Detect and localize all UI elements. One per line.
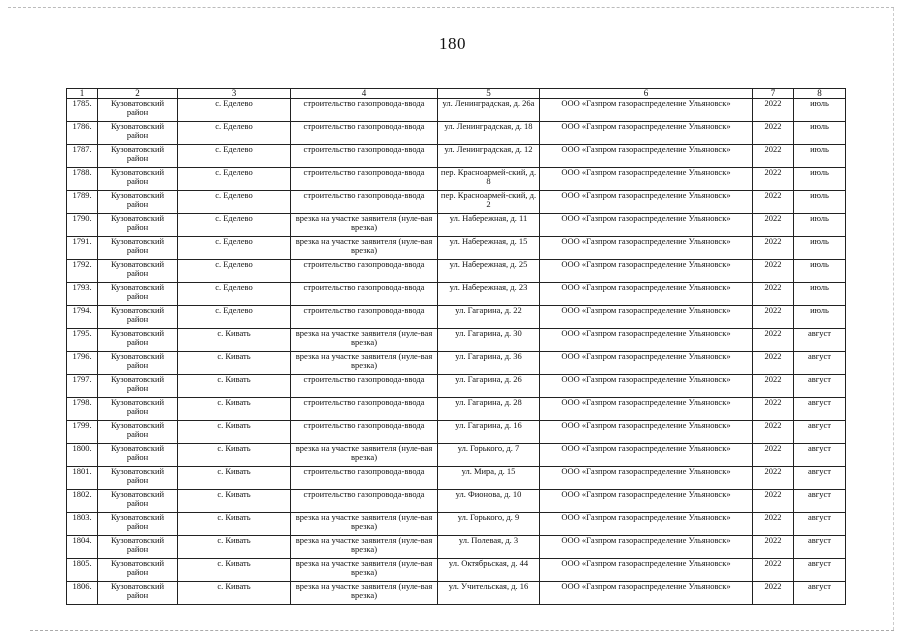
organization-cell: ООО «Газпром газораспределение Ульяновск»: [540, 329, 753, 352]
table-row: [67, 283, 846, 306]
address-cell: ул. Набережная, д. 15: [438, 237, 540, 260]
page-edge-bottom: [30, 630, 894, 631]
year-cell: 2022: [753, 536, 794, 559]
column-header: 5: [438, 89, 540, 99]
work-type-cell: строительство газопровода-ввода: [291, 421, 438, 444]
organization-cell: ООО «Газпром газораспределение Ульяновск»: [540, 168, 753, 191]
table-row: [67, 467, 846, 490]
district-cell: Кузоватовский район: [98, 490, 178, 513]
work-type-cell: строительство газопровода-ввода: [291, 168, 438, 191]
column-header: 6: [540, 89, 753, 99]
district-cell: Кузоватовский район: [98, 283, 178, 306]
organization-cell: ООО «Газпром газораспределение Ульяновск»: [540, 375, 753, 398]
row-number-cell: 1789.: [67, 191, 98, 214]
year-cell: 2022: [753, 99, 794, 122]
year-cell: 2022: [753, 444, 794, 467]
year-cell: 2022: [753, 283, 794, 306]
settlement-cell: с. Кивать: [178, 352, 291, 375]
row-number-cell: 1794.: [67, 306, 98, 329]
organization-cell: ООО «Газпром газораспределение Ульяновск»: [540, 283, 753, 306]
work-type-cell: строительство газопровода-ввода: [291, 122, 438, 145]
month-cell: июль: [794, 145, 846, 168]
column-header: 2: [98, 89, 178, 99]
settlement-cell: с. Кивать: [178, 421, 291, 444]
month-cell: август: [794, 559, 846, 582]
table-row: [67, 375, 846, 398]
settlement-cell: с. Еделево: [178, 145, 291, 168]
row-number-cell: 1806.: [67, 582, 98, 605]
organization-cell: ООО «Газпром газораспределение Ульяновск»: [540, 122, 753, 145]
settlement-cell: с. Еделево: [178, 283, 291, 306]
work-type-cell: врезка на участке заявителя (нуле-вая врезка): [291, 352, 438, 375]
address-cell: ул. Гагарина, д. 22: [438, 306, 540, 329]
row-number-cell: 1793.: [67, 283, 98, 306]
settlement-cell: с. Кивать: [178, 467, 291, 490]
organization-cell: ООО «Газпром газораспределение Ульяновск»: [540, 398, 753, 421]
table-row: [67, 421, 846, 444]
district-cell: Кузоватовский район: [98, 145, 178, 168]
work-type-cell: строительство газопровода-ввода: [291, 490, 438, 513]
table-row: [67, 99, 846, 122]
row-number-cell: 1785.: [67, 99, 98, 122]
table-row: [67, 214, 846, 237]
address-cell: ул. Ленинградская, д. 12: [438, 145, 540, 168]
district-cell: Кузоватовский район: [98, 306, 178, 329]
work-type-cell: врезка на участке заявителя (нуле-вая врезка): [291, 582, 438, 605]
organization-cell: ООО «Газпром газораспределение Ульяновск»: [540, 444, 753, 467]
district-cell: Кузоватовский район: [98, 99, 178, 122]
column-header: 1: [67, 89, 98, 99]
month-cell: август: [794, 490, 846, 513]
district-cell: Кузоватовский район: [98, 260, 178, 283]
registry-table: [66, 88, 846, 605]
work-type-cell: врезка на участке заявителя (нуле-вая врезка): [291, 444, 438, 467]
row-number-cell: 1798.: [67, 398, 98, 421]
row-number-cell: 1804.: [67, 536, 98, 559]
organization-cell: ООО «Газпром газораспределение Ульяновск»: [540, 260, 753, 283]
year-cell: 2022: [753, 260, 794, 283]
district-cell: Кузоватовский район: [98, 329, 178, 352]
settlement-cell: с. Еделево: [178, 99, 291, 122]
organization-cell: ООО «Газпром газораспределение Ульяновск»: [540, 99, 753, 122]
year-cell: 2022: [753, 168, 794, 191]
address-cell: ул. Горького, д. 7: [438, 444, 540, 467]
year-cell: 2022: [753, 145, 794, 168]
year-cell: 2022: [753, 214, 794, 237]
table-row: [67, 168, 846, 191]
year-cell: 2022: [753, 237, 794, 260]
month-cell: август: [794, 421, 846, 444]
district-cell: Кузоватовский район: [98, 168, 178, 191]
month-cell: июль: [794, 260, 846, 283]
organization-cell: ООО «Газпром газораспределение Ульяновск»: [540, 191, 753, 214]
month-cell: август: [794, 513, 846, 536]
year-cell: 2022: [753, 122, 794, 145]
year-cell: 2022: [753, 375, 794, 398]
year-cell: 2022: [753, 306, 794, 329]
row-number-cell: 1788.: [67, 168, 98, 191]
month-cell: июль: [794, 283, 846, 306]
table-row: [67, 329, 846, 352]
year-cell: 2022: [753, 490, 794, 513]
work-type-cell: строительство газопровода-ввода: [291, 467, 438, 490]
district-cell: Кузоватовский район: [98, 559, 178, 582]
district-cell: Кузоватовский район: [98, 467, 178, 490]
work-type-cell: врезка на участке заявителя (нуле-вая врезка): [291, 214, 438, 237]
month-cell: август: [794, 467, 846, 490]
year-cell: 2022: [753, 559, 794, 582]
month-cell: июль: [794, 122, 846, 145]
work-type-cell: врезка на участке заявителя (нуле-вая врезка): [291, 513, 438, 536]
work-type-cell: строительство газопровода-ввода: [291, 306, 438, 329]
month-cell: июль: [794, 191, 846, 214]
work-type-cell: строительство газопровода-ввода: [291, 375, 438, 398]
settlement-cell: с. Кивать: [178, 490, 291, 513]
column-header: 4: [291, 89, 438, 99]
organization-cell: ООО «Газпром газораспределение Ульяновск»: [540, 145, 753, 168]
work-type-cell: строительство газопровода-ввода: [291, 398, 438, 421]
work-type-cell: строительство газопровода-ввода: [291, 145, 438, 168]
month-cell: август: [794, 398, 846, 421]
address-cell: ул. Гагарина, д. 28: [438, 398, 540, 421]
district-cell: Кузоватовский район: [98, 122, 178, 145]
month-cell: август: [794, 375, 846, 398]
settlement-cell: с. Еделево: [178, 191, 291, 214]
organization-cell: ООО «Газпром газораспределение Ульяновск»: [540, 467, 753, 490]
settlement-cell: с. Еделево: [178, 260, 291, 283]
table-row: [67, 559, 846, 582]
organization-cell: ООО «Газпром газораспределение Ульяновск»: [540, 306, 753, 329]
page-edge-right: [893, 8, 894, 630]
year-cell: 2022: [753, 582, 794, 605]
settlement-cell: с. Кивать: [178, 375, 291, 398]
row-number-cell: 1796.: [67, 352, 98, 375]
organization-cell: ООО «Газпром газораспределение Ульяновск»: [540, 214, 753, 237]
organization-cell: ООО «Газпром газораспределение Ульяновск»: [540, 582, 753, 605]
row-number-cell: 1800.: [67, 444, 98, 467]
district-cell: Кузоватовский район: [98, 237, 178, 260]
year-cell: 2022: [753, 398, 794, 421]
year-cell: 2022: [753, 467, 794, 490]
table-row: [67, 145, 846, 168]
address-cell: ул. Мира, д. 15: [438, 467, 540, 490]
month-cell: август: [794, 329, 846, 352]
district-cell: Кузоватовский район: [98, 536, 178, 559]
settlement-cell: с. Еделево: [178, 237, 291, 260]
month-cell: август: [794, 352, 846, 375]
header-row: [67, 89, 846, 99]
settlement-cell: с. Кивать: [178, 536, 291, 559]
table-row: [67, 306, 846, 329]
work-type-cell: врезка на участке заявителя (нуле-вая врезка): [291, 559, 438, 582]
table-row: [67, 352, 846, 375]
address-cell: ул. Полевая, д. 3: [438, 536, 540, 559]
month-cell: июль: [794, 99, 846, 122]
settlement-cell: с. Кивать: [178, 329, 291, 352]
address-cell: ул. Горького, д. 9: [438, 513, 540, 536]
table-body: [67, 99, 846, 605]
address-cell: ул. Фионова, д. 10: [438, 490, 540, 513]
organization-cell: ООО «Газпром газораспределение Ульяновск»: [540, 237, 753, 260]
month-cell: июль: [794, 237, 846, 260]
year-cell: 2022: [753, 352, 794, 375]
address-cell: ул. Гагарина, д. 36: [438, 352, 540, 375]
month-cell: июль: [794, 168, 846, 191]
settlement-cell: с. Кивать: [178, 513, 291, 536]
work-type-cell: строительство газопровода-ввода: [291, 283, 438, 306]
organization-cell: ООО «Газпром газораспределение Ульяновск»: [540, 490, 753, 513]
settlement-cell: с. Еделево: [178, 306, 291, 329]
row-number-cell: 1799.: [67, 421, 98, 444]
district-cell: Кузоватовский район: [98, 214, 178, 237]
table-row: [67, 582, 846, 605]
row-number-cell: 1805.: [67, 559, 98, 582]
address-cell: ул. Ленинградская, д. 18: [438, 122, 540, 145]
address-cell: пер. Красноармей-ский, д. 2: [438, 191, 540, 214]
district-cell: Кузоватовский район: [98, 375, 178, 398]
year-cell: 2022: [753, 191, 794, 214]
page-number: 180: [439, 34, 466, 53]
work-type-cell: строительство газопровода-ввода: [291, 191, 438, 214]
address-cell: ул. Набережная, д. 11: [438, 214, 540, 237]
row-number-cell: 1795.: [67, 329, 98, 352]
column-header: 3: [178, 89, 291, 99]
organization-cell: ООО «Газпром газораспределение Ульяновск»: [540, 559, 753, 582]
address-cell: ул. Гагарина, д. 30: [438, 329, 540, 352]
work-type-cell: врезка на участке заявителя (нуле-вая врезка): [291, 536, 438, 559]
settlement-cell: с. Еделево: [178, 122, 291, 145]
column-header: 7: [753, 89, 794, 99]
page-edge-top: [8, 7, 894, 8]
district-cell: Кузоватовский район: [98, 398, 178, 421]
month-cell: август: [794, 582, 846, 605]
organization-cell: ООО «Газпром газораспределение Ульяновск»: [540, 352, 753, 375]
table-row: [67, 237, 846, 260]
settlement-cell: с. Кивать: [178, 582, 291, 605]
table-row: [67, 122, 846, 145]
row-number-cell: 1790.: [67, 214, 98, 237]
row-number-cell: 1792.: [67, 260, 98, 283]
work-type-cell: строительство газопровода-ввода: [291, 260, 438, 283]
row-number-cell: 1803.: [67, 513, 98, 536]
table-row: [67, 260, 846, 283]
table-row: [67, 513, 846, 536]
address-cell: ул. Ленинградская, д. 26а: [438, 99, 540, 122]
row-number-cell: 1802.: [67, 490, 98, 513]
table-row: [67, 490, 846, 513]
table-row: [67, 444, 846, 467]
month-cell: август: [794, 536, 846, 559]
address-cell: ул. Набережная, д. 25: [438, 260, 540, 283]
district-cell: Кузоватовский район: [98, 444, 178, 467]
address-cell: пер. Красноармей-ский, д. 8: [438, 168, 540, 191]
district-cell: Кузоватовский район: [98, 191, 178, 214]
year-cell: 2022: [753, 421, 794, 444]
settlement-cell: с. Еделево: [178, 214, 291, 237]
table-row: [67, 536, 846, 559]
row-number-cell: 1787.: [67, 145, 98, 168]
district-cell: Кузоватовский район: [98, 352, 178, 375]
year-cell: 2022: [753, 513, 794, 536]
row-number-cell: 1797.: [67, 375, 98, 398]
work-type-cell: строительство газопровода-ввода: [291, 99, 438, 122]
address-cell: ул. Октябрьская, д. 44: [438, 559, 540, 582]
district-cell: Кузоватовский район: [98, 421, 178, 444]
year-cell: 2022: [753, 329, 794, 352]
organization-cell: ООО «Газпром газораспределение Ульяновск»: [540, 421, 753, 444]
table-row: [67, 191, 846, 214]
month-cell: июль: [794, 306, 846, 329]
district-cell: Кузоватовский район: [98, 513, 178, 536]
settlement-cell: с. Еделево: [178, 168, 291, 191]
settlement-cell: с. Кивать: [178, 444, 291, 467]
address-cell: ул. Набережная, д. 23: [438, 283, 540, 306]
column-header: 8: [794, 89, 846, 99]
settlement-cell: с. Кивать: [178, 559, 291, 582]
address-cell: ул. Учительская, д. 16: [438, 582, 540, 605]
table-row: [67, 398, 846, 421]
organization-cell: ООО «Газпром газораспределение Ульяновск»: [540, 536, 753, 559]
work-type-cell: врезка на участке заявителя (нуле-вая врезка): [291, 329, 438, 352]
row-number-cell: 1786.: [67, 122, 98, 145]
work-type-cell: врезка на участке заявителя (нуле-вая врезка): [291, 237, 438, 260]
organization-cell: ООО «Газпром газораспределение Ульяновск»: [540, 513, 753, 536]
month-cell: июль: [794, 214, 846, 237]
settlement-cell: с. Кивать: [178, 398, 291, 421]
district-cell: Кузоватовский район: [98, 582, 178, 605]
address-cell: ул. Гагарина, д. 16: [438, 421, 540, 444]
address-cell: ул. Гагарина, д. 26: [438, 375, 540, 398]
row-number-cell: 1791.: [67, 237, 98, 260]
month-cell: август: [794, 444, 846, 467]
row-number-cell: 1801.: [67, 467, 98, 490]
